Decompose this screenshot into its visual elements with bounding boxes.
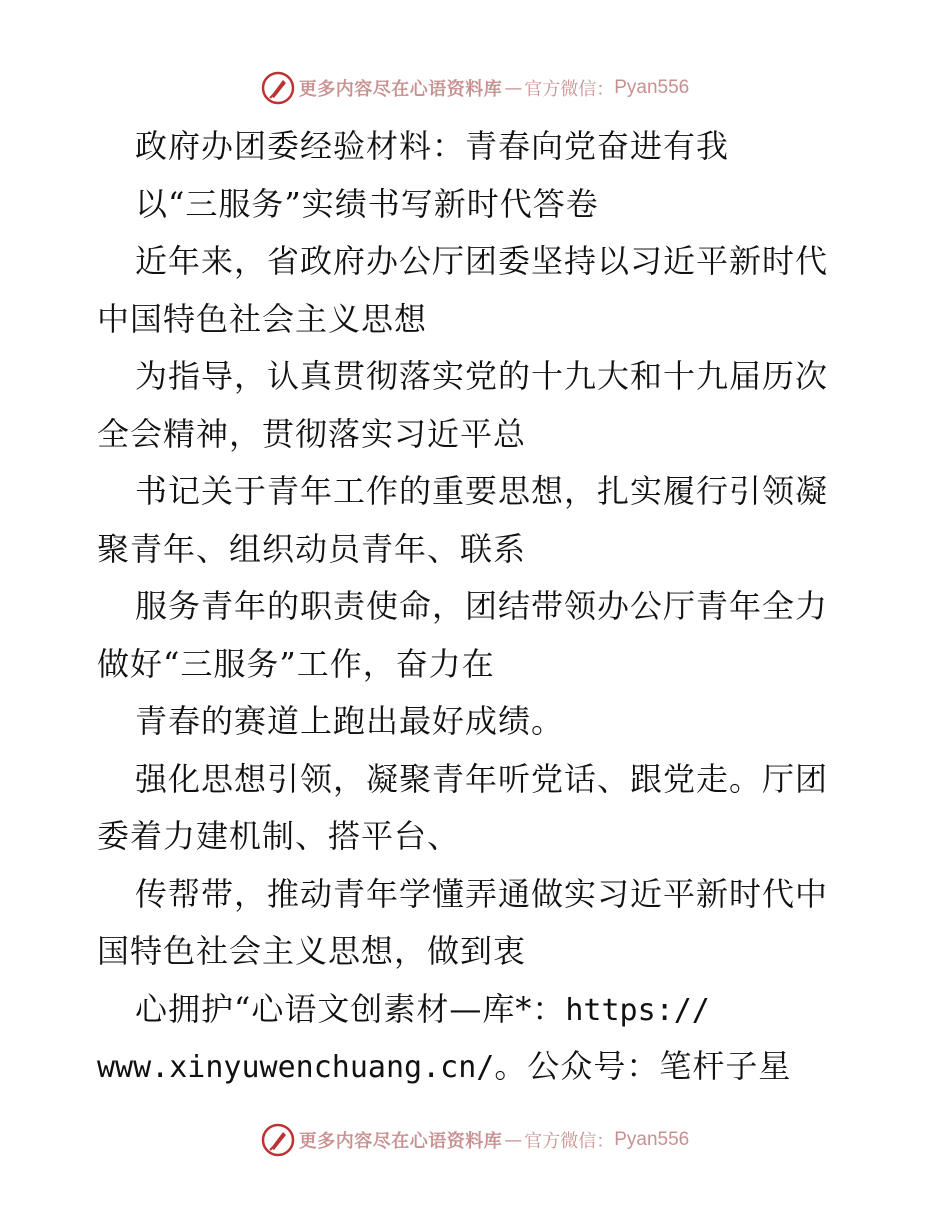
doc-line: 近年来，省政府办公厅团委坚持以习近平新时代: [135, 242, 829, 280]
watermark-wechat-id: Pyan556: [614, 1129, 690, 1150]
watermark-main-text: 更多内容尽在心语资料库: [298, 79, 503, 100]
url-scheme: https://: [565, 992, 710, 1028]
doc-line: 全会精神，贯彻落实习近平总: [97, 414, 527, 453]
doc-subtitle: 以“三服务”实绩书写新时代答卷: [135, 184, 599, 223]
doc-line: 书记关于青年工作的重要思想，扎实履行引领凝: [135, 472, 829, 510]
watermark-wechat-id: Pyan556: [614, 77, 690, 98]
watermark-wechat-label: 官方微信：: [524, 1131, 615, 1152]
doc-line: 服务青年的职责使命，团结带领办公厅青年全力: [135, 587, 829, 625]
doc-line: 委着力建机制、搭平台、: [97, 817, 461, 855]
watermark-main-text: 更多内容尽在心语资料库: [298, 1131, 503, 1152]
header-watermark: [0, 70, 950, 106]
doc-line-url-end: [97, 1038, 857, 1096]
doc-line-text: 。公众号：笔杆子星: [494, 1047, 792, 1085]
doc-title: 政府办团委经验材料：青春向党奋进有我: [135, 127, 730, 165]
doc-line: 国特色社会主义思想，做到衷: [97, 932, 527, 970]
doc-line: 强化思想引领，凝聚青年听党话、跟党走。厅团: [135, 759, 829, 798]
doc-line-url-start: [97, 981, 857, 1039]
document-body: [97, 118, 857, 1096]
footer-watermark: [0, 1122, 950, 1158]
doc-line: 传帮带，推动青年学懂弄通做实习近平新时代中: [135, 874, 829, 913]
doc-line: 青春的赛道上跑出最好成绩。: [135, 702, 565, 740]
doc-line: 做好“三服务”工作，奋力在: [97, 644, 495, 683]
quill-pen-icon: [261, 71, 295, 105]
watermark-separator: —: [504, 77, 523, 99]
watermark-separator: —: [504, 1129, 523, 1151]
quill-pen-icon: [261, 1123, 295, 1157]
doc-line: 中国特色社会主义思想: [97, 299, 428, 338]
watermark-wechat-label: 官方微信：: [524, 79, 615, 100]
doc-line-text: 心拥护“心语文创素材—库*：: [135, 989, 566, 1028]
doc-line: 为指导，认真贯彻落实党的十九大和十九届历次: [135, 357, 829, 395]
doc-line: 聚青年、组织动员青年、联系: [97, 529, 527, 568]
url-domain: www.xinyuwenchuang.cn/: [97, 1050, 495, 1085]
